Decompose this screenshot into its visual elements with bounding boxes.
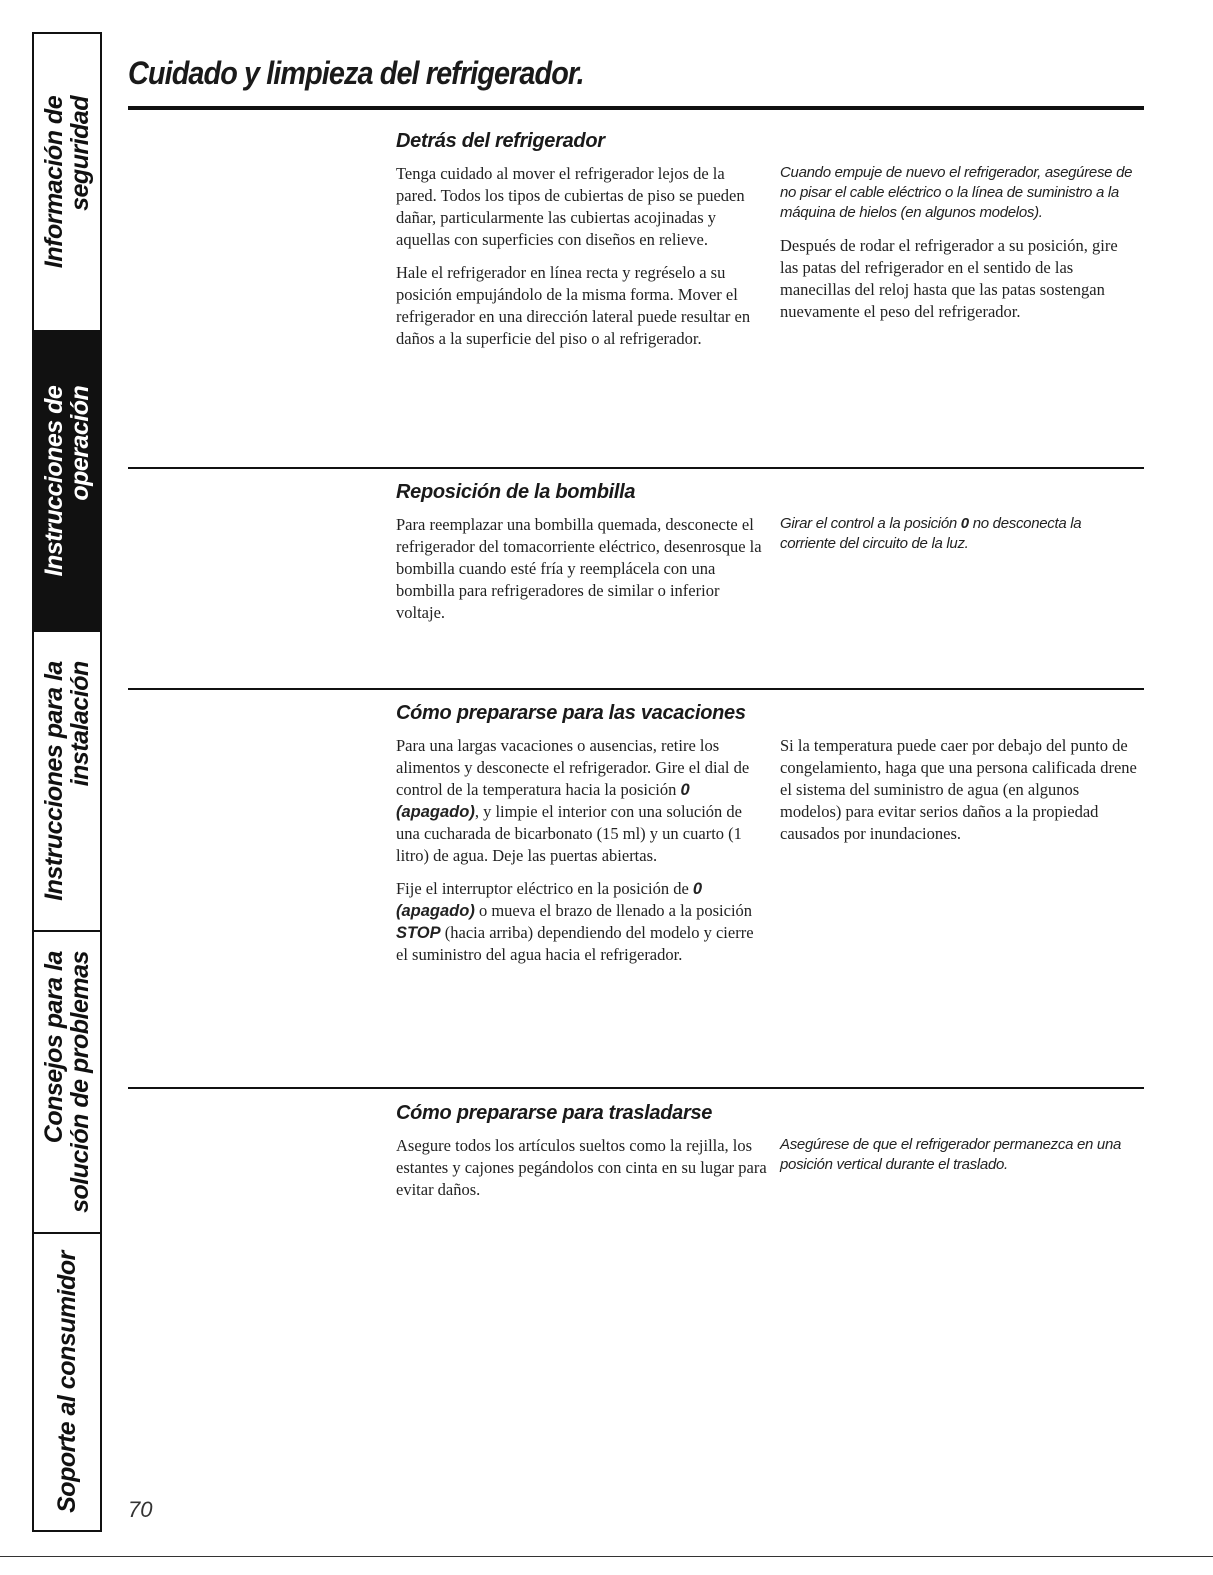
tab-installation-instructions[interactable] <box>34 632 100 932</box>
paragraph: Asegure todos los artículos sueltos como la rejilla, los estantes y cajones pegándolos con cinta en su lugar para evitar daños. <box>396 1136 767 1199</box>
section-divider <box>128 688 1144 690</box>
tab-operating-instructions[interactable] <box>34 332 100 632</box>
tab-troubleshooting-tips[interactable] <box>34 932 100 1234</box>
sidebar-nav <box>32 32 102 1532</box>
tab-consumer-support-label: Soporte al consumidor <box>53 1251 81 1513</box>
page-bottom-rule <box>0 1556 1213 1557</box>
tab-consumer-support[interactable] <box>34 1234 100 1530</box>
paragraph: Tenga cuidado al mover el refrigerador lejos de la pared. Todos los tipos de cubiertas de piso se pueden dañar, particularmente las cubiertas acojinadas y aquellas con superficies con diseños en relieve. <box>396 164 745 249</box>
paragraph: Hale el refrigerador en línea recta y regréselo a su posición empujándolo de la misma forma. Mover el refrigerador en una dirección lateral puede resultar en daños a la superficie del piso o al refrigerador. <box>396 263 751 348</box>
section-bulb-replacement <box>396 481 1146 635</box>
title-divider <box>128 106 1144 110</box>
paragraph: Después de rodar el refrigerador a su posición, gire las patas del refrigerador en el sentido de las manecillas del reloj hasta que las patas sostengan nuevamente el peso del refrigerador. <box>780 236 1118 321</box>
tab-safety-information-label: Información de seguridad <box>40 95 94 269</box>
page-number: 70 <box>128 1497 153 1522</box>
tab-installation-instructions-label: Instrucciones para la instalación <box>40 661 94 901</box>
note: Cuando empuje de nuevo el refrigerador, asegúrese de no pisar el cable eléctrico o la línea de suministro a la máquina de hielos (en algunos modelos). <box>780 164 1133 221</box>
tab-safety-information[interactable] <box>34 34 100 332</box>
section-divider <box>128 1087 1144 1089</box>
section-behind-refrigerator <box>396 130 1146 361</box>
paragraph: Si la temperatura puede caer por debajo del punto de congelamiento, haga que una persona calificada drene el sistema del suministro de agua (en algunos modelos) para evitar serios daños a la propiedad causados por inundaciones. <box>780 736 1137 843</box>
note: Girar el control a la posición 0 no desconecta la corriente del circuito de la luz. <box>780 515 1082 552</box>
paragraph: Para una largas vacaciones o ausencias, retire los alimentos y desconecte el refrigerador. Gire el dial de control de la temperatura hacia la posición 0 (apagado), y limpie el interior con una solución de una cucharada de bicarbonato (15 ml) y un cuarto (1 litro) de agua. Deje las puertas abiertas. <box>396 736 750 865</box>
tab-operating-instructions-label: Instrucciones de operación <box>40 385 94 577</box>
section-heading: Cómo prepararse para las vacaciones <box>396 702 746 724</box>
section-heading: Reposición de la bombilla <box>396 481 636 503</box>
paragraph: Para reemplazar una bombilla quemada, desconecte el refrigerador del tomacorriente eléctrico, desenrosque la bombilla cuando esté fría y reemplácela con una bombilla para refrigeradores de similar o inferior voltaje. <box>396 515 762 622</box>
paragraph: Fije el interruptor eléctrico en la posición de 0 (apagado) o mueva el brazo de llenado a la posición STOP (hacia arriba) dependiendo del modelo y cierre el suministro del agua hacia el refrigerador. <box>396 879 754 964</box>
section-divider <box>128 467 1144 469</box>
note: Asegúrese de que el refrigerador permanezca en una posición vertical durante el traslado. <box>780 1136 1122 1173</box>
section-vacation <box>396 702 1146 977</box>
tab-troubleshooting-tips-label: Consejos para la solución de problemas <box>40 951 94 1213</box>
section-heading: Detrás del refrigerador <box>396 130 605 152</box>
page-title: Cuidado y limpieza del refrigerador. <box>128 55 584 91</box>
section-moving <box>396 1102 1146 1212</box>
section-heading: Cómo prepararse para trasladarse <box>396 1102 713 1124</box>
